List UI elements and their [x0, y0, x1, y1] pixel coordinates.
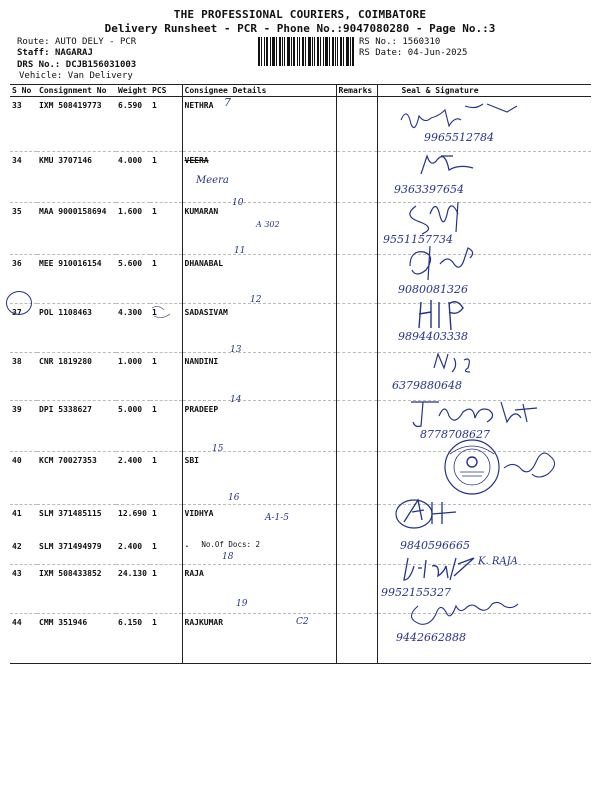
row-weight: 6.590 [116, 97, 150, 152]
row-consignee: VIDHYA [182, 505, 336, 538]
row-pcs: 1 [150, 97, 182, 152]
row-consignment: SLM 371494979 [37, 538, 116, 565]
row-consignee: SADASIVAM [182, 304, 336, 353]
table-header [10, 85, 591, 97]
row-pcs: 1 [150, 353, 182, 401]
rs-no-line [359, 37, 440, 48]
vehicle-label: Vehicle: [19, 71, 63, 81]
handwritten-phone: 9363397654 [394, 183, 464, 196]
handwritten-phone: 9894403338 [398, 330, 468, 343]
signature-33 [395, 100, 525, 136]
row-weight: 4.300 [116, 304, 150, 353]
row-sno: 35 [10, 203, 37, 255]
rs-date-line [359, 48, 467, 59]
col-consignment-no: Consignment No [37, 85, 116, 97]
handwritten-phone: 9952155327 [381, 586, 451, 599]
row-consignment: MAA 9000158694 [37, 203, 116, 255]
rs-no-label: RS No.: [359, 37, 397, 47]
company-title: THE PROFESSIONAL COURIERS, COIMBATORE [173, 8, 427, 21]
row-remarks [336, 452, 377, 505]
handwritten-phone: 9551157734 [383, 233, 453, 246]
handwritten-phone: 9965512784 [424, 131, 494, 144]
handwritten-number: 11 [234, 246, 246, 256]
route-line [17, 37, 136, 48]
row-pcs: 1 [150, 203, 182, 255]
row-consignment: IXM 508433852 [37, 565, 116, 614]
signature-44 [404, 596, 524, 632]
row-consignment: SLM 371485115 [39, 509, 102, 518]
row-consignee: NANDINI [182, 353, 336, 401]
signature-37 [415, 294, 495, 334]
rs-no-value: 1560310 [402, 37, 441, 47]
col-seal-signature: Seal & Signature [377, 85, 591, 97]
handwritten-name: Meera [196, 175, 229, 186]
handwritten-flat: A 302 [256, 220, 280, 229]
row-remarks [336, 538, 377, 565]
row-pcs: 1 [150, 152, 182, 203]
vehicle-value: Van Delivery [67, 71, 133, 81]
row-sno: 36 [10, 255, 37, 304]
handwritten-phone: 6379880648 [392, 379, 462, 392]
handwritten-phone: 9442662888 [396, 631, 466, 644]
row-weight: 5.000 [116, 401, 150, 452]
handwritten-number: 16 [228, 493, 240, 503]
row-remarks [336, 203, 377, 255]
rs-date-label: RS Date: [359, 48, 403, 58]
row-pcs: 1 [150, 401, 182, 452]
row-remarks [336, 97, 377, 152]
handwritten-number: 7 [224, 96, 231, 109]
row-consignment: MEE 910016154 [37, 255, 116, 304]
row-weight: 2.400 [116, 452, 150, 505]
row-consignment: KCM 70027353 [37, 452, 116, 505]
row-weight: 4.000 [116, 152, 150, 203]
row-pcs: 1 [152, 509, 157, 518]
signature-34 [415, 150, 535, 184]
row-sno: 34 [10, 152, 37, 203]
handwritten-phone: 8778708627 [420, 428, 490, 441]
handwritten-number: 14 [230, 395, 242, 405]
row-consignment: POL 1108463 [37, 304, 116, 353]
row-weight: 2.400 [116, 538, 150, 565]
handwritten-number: 15 [212, 444, 224, 454]
route-value: AUTO DELY - PCR [54, 37, 137, 47]
handwritten-flat: A-1-5 [265, 513, 290, 523]
row-sno: 38 [10, 353, 37, 401]
handwritten-number: 12 [250, 295, 262, 305]
signature-40 [500, 440, 570, 480]
row-pcs: 1 [150, 255, 182, 304]
barcode [258, 37, 354, 66]
row-sno: 33 [10, 97, 37, 152]
row-pcs: 1 [150, 538, 182, 565]
row-consignment: CNR 1819280 [37, 353, 116, 401]
row-consignee: RAJA [182, 565, 336, 614]
row-remarks [336, 565, 377, 614]
table-row [10, 353, 591, 401]
signature-38 [428, 348, 488, 378]
row-weight: 5.600 [116, 255, 150, 304]
signature-35 [400, 196, 500, 238]
col-sno: S No [10, 85, 37, 97]
handwritten-number: 19 [236, 599, 248, 609]
drs-line [17, 60, 136, 71]
signature-36 [400, 242, 510, 284]
handwritten-number: 13 [230, 345, 242, 355]
row-consignee: SBI [182, 452, 336, 505]
drs-label: DRS No.: [17, 60, 61, 70]
row-sno: 39 [10, 401, 37, 452]
table-row [10, 505, 591, 538]
row-sno: 43 [10, 565, 37, 614]
staff-label: Staff: [17, 48, 50, 58]
signature-41 [392, 494, 472, 534]
row-consignee: NETHRA [182, 97, 336, 152]
col-consignee-details: Consignee Details [182, 85, 336, 97]
row-sno: 37 [10, 304, 37, 353]
handwritten-phone: 9840596665 [400, 539, 470, 552]
row-weight: 6.150 [116, 614, 150, 664]
handwritten-number: 10 [232, 198, 244, 208]
row-sno: 40 [10, 452, 37, 505]
handwritten-phone: 9080081326 [398, 283, 468, 296]
row-remarks [336, 614, 377, 664]
row-pcs: 1 [150, 565, 182, 614]
row-sno: 42 [10, 538, 37, 565]
row-consignee: PRADEEP [182, 401, 336, 452]
col-remarks: Remarks [336, 85, 377, 97]
route-label: Route: [17, 37, 50, 47]
runsheet-subtitle: Delivery Runsheet - PCR - Phone No.:9047080280 - Page No.:3 [104, 22, 496, 35]
row-consignment: DPI 5338627 [37, 401, 116, 452]
row-pcs: 1 [150, 614, 182, 664]
vehicle-line [19, 71, 133, 82]
row-consignment: CMM 351946 [37, 614, 116, 664]
row-remarks [336, 353, 377, 401]
row-remarks [336, 401, 377, 452]
circled-row-37-mark [6, 291, 32, 315]
row-weight: 1.600 [116, 203, 150, 255]
delivery-seal-stamp [440, 436, 504, 498]
row-consignee: RAJKUMAR [182, 614, 336, 664]
staff-line [17, 48, 93, 59]
consignee-struck: VEERA [184, 156, 209, 165]
consignee-dot: . [184, 539, 190, 549]
signature-43 [398, 552, 488, 586]
col-pcs: PCS [150, 85, 182, 97]
row-consignment: KMU 3707146 [37, 152, 116, 203]
row-consignee [182, 538, 336, 565]
rs-date-value: 04-Jun-2025 [407, 48, 468, 58]
row-consignee: KUMARAN [182, 203, 336, 255]
row-sno: 44 [10, 614, 37, 664]
handwritten-signature-name: K. RAJA [478, 556, 518, 567]
handwritten-code: C2 [296, 617, 309, 627]
table-row [10, 304, 591, 353]
row-weight: 12.690 [118, 509, 147, 518]
pen-smudge-mark [150, 300, 180, 324]
signature-39 [405, 396, 555, 430]
row-consignee: DHANABAL [182, 255, 336, 304]
drs-value: DCJB156031003 [65, 60, 137, 70]
docs-count: No.Of Docs: 2 [201, 539, 261, 549]
row-pcs: 1 [150, 304, 182, 353]
row-weight: 24.130 [116, 565, 150, 614]
row-remarks [336, 255, 377, 304]
handwritten-number: 18 [222, 552, 234, 562]
staff-value: NAGARAJ [54, 48, 93, 58]
row-weight: 1.000 [116, 353, 150, 401]
row-remarks [336, 304, 377, 353]
row-consignment: IXM 508419773 [37, 97, 116, 152]
row-remarks [336, 505, 377, 538]
col-weight: Weight [116, 85, 150, 97]
row-pcs: 1 [150, 452, 182, 505]
row-remarks [336, 152, 377, 203]
row-sno: 41 [12, 509, 22, 518]
